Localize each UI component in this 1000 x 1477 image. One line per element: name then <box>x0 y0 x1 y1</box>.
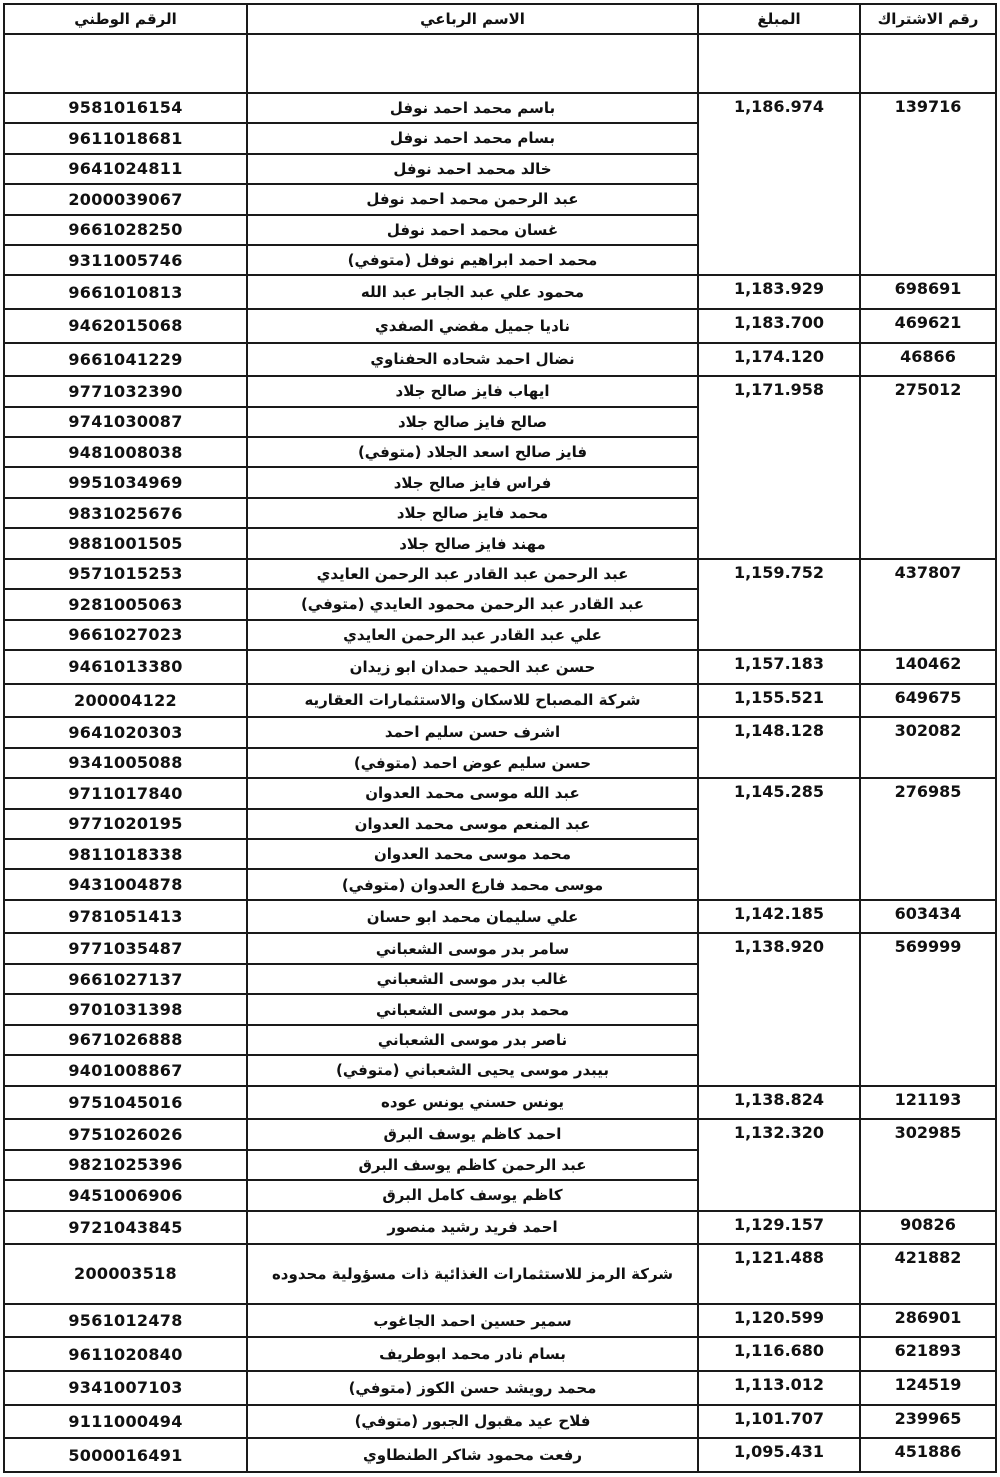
full-name-text: ناديا جميل مفضي الصفدي <box>374 316 571 335</box>
table-row <box>4 933 996 963</box>
national-id-cell: 9831025676 <box>4 498 247 528</box>
full-name-cell <box>247 1405 698 1439</box>
subscriber-table <box>3 3 997 1473</box>
amount-cell: 1,183.700 <box>698 309 860 343</box>
header-full-name: الاسم الرباعي <box>247 4 698 34</box>
national-id-cell: 9781051413 <box>4 900 247 934</box>
full-name-text: ايهاب فايز صالح جلاد <box>395 382 550 401</box>
empty-cell <box>247 34 698 93</box>
full-name-text: رفعت محمود شاكر الطنطاوي <box>363 1446 582 1465</box>
full-name-cell <box>247 1055 698 1085</box>
national-id-cell: 200003518 <box>4 1244 247 1304</box>
full-name-text: حسن عبد الحميد حمدان ابو زيدان <box>349 657 596 676</box>
table-body <box>4 34 996 1472</box>
full-name-cell <box>247 964 698 994</box>
national-id-cell: 9661028250 <box>4 215 247 245</box>
full-name-cell <box>247 1119 698 1149</box>
full-name-cell <box>247 528 698 558</box>
amount-cell: 1,116.680 <box>698 1337 860 1371</box>
full-name-text: سمير حسين احمد الجاغوب <box>373 1311 572 1330</box>
amount-cell: 1,132.320 <box>698 1119 860 1210</box>
table-row <box>4 1405 996 1439</box>
amount-cell: 1,138.824 <box>698 1086 860 1120</box>
national-id-cell: 9611020840 <box>4 1337 247 1371</box>
full-name-cell <box>247 559 698 589</box>
national-id-cell: 9401008867 <box>4 1055 247 1085</box>
national-id-cell: 9311005746 <box>4 245 247 275</box>
full-name-text: احمد فريد رشيد منصور <box>387 1218 558 1237</box>
full-name-text: عبد الرحمن كاظم يوسف البرق <box>358 1155 587 1174</box>
full-name-cell <box>247 376 698 406</box>
full-name-text: غسان محمد احمد نوفل <box>386 220 559 239</box>
empty-row <box>4 34 996 93</box>
table-row <box>4 778 996 808</box>
subscription-number-cell: 121193 <box>860 1086 996 1120</box>
subscriber-table-sheet <box>3 3 995 1473</box>
table-row <box>4 343 996 377</box>
full-name-cell <box>247 275 698 309</box>
full-name-cell <box>247 1371 698 1405</box>
table-row <box>4 559 996 589</box>
amount-cell: 1,095.431 <box>698 1438 860 1472</box>
national-id-cell: 9611018681 <box>4 123 247 153</box>
full-name-text: عبد القادر عبد الرحمن محمود العايدي (متوفي) <box>300 595 645 614</box>
full-name-text: خالد محمد احمد نوفل <box>393 159 552 178</box>
national-id-cell: 9751026026 <box>4 1119 247 1149</box>
table-row <box>4 1337 996 1371</box>
full-name-cell <box>247 684 698 718</box>
amount-cell: 1,174.120 <box>698 343 860 377</box>
empty-cell <box>860 34 996 93</box>
full-name-text: حسن سليم عوض احمد (متوفي) <box>353 753 592 772</box>
subscription-number-cell: 286901 <box>860 1304 996 1338</box>
national-id-cell: 9431004878 <box>4 869 247 899</box>
table-row <box>4 1438 996 1472</box>
subscription-number-cell: 239965 <box>860 1405 996 1439</box>
full-name-cell <box>247 933 698 963</box>
full-name-cell <box>247 245 698 275</box>
subscription-number-cell: 124519 <box>860 1371 996 1405</box>
full-name-text: نضال احمد شحاده الحفناوي <box>370 350 575 369</box>
full-name-text: غالب بدر موسى الشعباني <box>376 970 569 989</box>
full-name-cell <box>247 1086 698 1120</box>
empty-cell <box>4 34 247 93</box>
amount-cell: 1,113.012 <box>698 1371 860 1405</box>
full-name-cell <box>247 650 698 684</box>
full-name-text: محمد احمد ابراهيم نوفل (متوفي) <box>347 251 598 270</box>
table-row <box>4 275 996 309</box>
full-name-cell <box>247 1025 698 1055</box>
full-name-cell <box>247 343 698 377</box>
national-id-cell: 9661041229 <box>4 343 247 377</box>
full-name-cell <box>247 498 698 528</box>
subscription-number-cell: 469621 <box>860 309 996 343</box>
full-name-cell <box>247 589 698 619</box>
subscription-number-cell: 649675 <box>860 684 996 718</box>
national-id-cell: 9461013380 <box>4 650 247 684</box>
full-name-cell <box>247 309 698 343</box>
national-id-cell: 9721043845 <box>4 1211 247 1245</box>
subscription-number-cell: 437807 <box>860 559 996 650</box>
full-name-cell <box>247 93 698 123</box>
full-name-text: بيبدر موسى يحيى الشعباني (متوفي) <box>335 1061 610 1080</box>
full-name-text: عبد الله موسى محمد العدوان <box>365 784 580 803</box>
table-row <box>4 93 996 123</box>
national-id-cell: 9811018338 <box>4 839 247 869</box>
full-name-text: موسى محمد فارع العدوان (متوفي) <box>341 875 604 894</box>
header-amount: المبلغ <box>698 4 860 34</box>
full-name-cell <box>247 215 698 245</box>
subscription-number-cell: 698691 <box>860 275 996 309</box>
table-row <box>4 1244 996 1304</box>
subscription-number-cell: 569999 <box>860 933 996 1085</box>
national-id-cell: 9281005063 <box>4 589 247 619</box>
full-name-cell <box>247 994 698 1024</box>
full-name-text: فلاح عيد مقبول الجبور (متوفي) <box>354 1412 591 1431</box>
full-name-text: عبد المنعم موسى محمد العدوان <box>354 814 591 833</box>
full-name-cell <box>247 123 698 153</box>
full-name-cell <box>247 467 698 497</box>
table-row <box>4 1211 996 1245</box>
national-id-cell: 9451006906 <box>4 1180 247 1210</box>
table-row <box>4 309 996 343</box>
national-id-cell: 9671026888 <box>4 1025 247 1055</box>
national-id-cell: 9741030087 <box>4 407 247 437</box>
full-name-text: باسم محمد احمد نوفل <box>389 98 556 117</box>
full-name-cell <box>247 437 698 467</box>
subscription-number-cell: 302985 <box>860 1119 996 1210</box>
full-name-text: بسام نادر محمد ابوطريف <box>379 1345 566 1364</box>
full-name-cell <box>247 1211 698 1245</box>
subscription-number-cell: 276985 <box>860 778 996 900</box>
table-header-row <box>4 4 996 34</box>
national-id-cell: 9951034969 <box>4 467 247 497</box>
amount-cell: 1,142.185 <box>698 900 860 934</box>
full-name-cell <box>247 620 698 650</box>
full-name-text: صالح فايز صالح جلاد <box>397 412 548 431</box>
full-name-cell <box>247 839 698 869</box>
table-row <box>4 1371 996 1405</box>
national-id-cell: 9641020303 <box>4 717 247 747</box>
full-name-text: اشرف حسن سليم احمد <box>384 723 561 742</box>
full-name-cell <box>247 1337 698 1371</box>
national-id-cell: 9661027137 <box>4 964 247 994</box>
full-name-cell <box>247 748 698 778</box>
subscription-number-cell: 139716 <box>860 93 996 276</box>
full-name-text: محمد موسى محمد العدوان <box>373 845 572 864</box>
amount-cell: 1,157.183 <box>698 650 860 684</box>
national-id-cell: 9711017840 <box>4 778 247 808</box>
national-id-cell: 2000039067 <box>4 184 247 214</box>
full-name-cell <box>247 407 698 437</box>
amount-cell: 1,171.958 <box>698 376 860 559</box>
amount-cell: 1,145.285 <box>698 778 860 900</box>
national-id-cell: 9341007103 <box>4 1371 247 1405</box>
subscription-number-cell: 302082 <box>860 717 996 778</box>
full-name-text: عبد الرحمن محمد احمد نوفل <box>366 190 579 209</box>
full-name-cell <box>247 154 698 184</box>
amount-cell: 1,148.128 <box>698 717 860 778</box>
national-id-cell: 9881001505 <box>4 528 247 558</box>
table-row <box>4 717 996 747</box>
full-name-text: كاظم يوسف كامل البرق <box>382 1186 563 1205</box>
full-name-cell <box>247 809 698 839</box>
full-name-text: محمد رويشد حسن الكوز (متوفي) <box>348 1378 597 1397</box>
amount-cell: 1,121.488 <box>698 1244 860 1304</box>
table-row <box>4 900 996 934</box>
full-name-cell <box>247 869 698 899</box>
full-name-text: فايز صالح اسعد الجلاد (متوفي) <box>357 443 588 462</box>
empty-cell <box>698 34 860 93</box>
national-id-cell: 9771035487 <box>4 933 247 963</box>
national-id-cell: 9661010813 <box>4 275 247 309</box>
national-id-cell: 9771020195 <box>4 809 247 839</box>
subscription-number-cell: 90826 <box>860 1211 996 1245</box>
full-name-cell <box>247 1304 698 1338</box>
full-name-cell <box>247 900 698 934</box>
table-row <box>4 1304 996 1338</box>
national-id-cell: 9751045016 <box>4 1086 247 1120</box>
table-row <box>4 1119 996 1149</box>
full-name-text: ناصر بدر موسى الشعباني <box>377 1030 568 1049</box>
subscription-number-cell: 275012 <box>860 376 996 559</box>
subscription-number-cell: 603434 <box>860 900 996 934</box>
full-name-text: عبد الرحمن عبد القادر عبد الرحمن العايدي <box>316 564 629 583</box>
full-name-cell <box>247 717 698 747</box>
amount-cell: 1,138.920 <box>698 933 860 1085</box>
national-id-cell: 9701031398 <box>4 994 247 1024</box>
national-id-cell: 9481008038 <box>4 437 247 467</box>
full-name-text: علي سليمان محمد ابو حسان <box>366 907 579 926</box>
amount-cell: 1,159.752 <box>698 559 860 650</box>
amount-cell: 1,101.707 <box>698 1405 860 1439</box>
national-id-cell: 9341005088 <box>4 748 247 778</box>
header-national-id: الرقم الوطني <box>4 4 247 34</box>
national-id-cell: 9561012478 <box>4 1304 247 1338</box>
amount-cell: 1,183.929 <box>698 275 860 309</box>
national-id-cell: 9581016154 <box>4 93 247 123</box>
subscription-number-cell: 451886 <box>860 1438 996 1472</box>
full-name-text: شركة المصباح للاسكان والاستثمارات العقاريه <box>304 691 641 710</box>
national-id-cell: 9462015068 <box>4 309 247 343</box>
national-id-cell: 9821025396 <box>4 1150 247 1180</box>
national-id-cell: 9111000494 <box>4 1405 247 1439</box>
full-name-cell <box>247 184 698 214</box>
national-id-cell: 9771032390 <box>4 376 247 406</box>
amount-cell: 1,129.157 <box>698 1211 860 1245</box>
full-name-cell <box>247 1150 698 1180</box>
full-name-text: علي عبد القادر عبد الرحمن العايدي <box>343 625 602 644</box>
full-name-text: احمد كاظم يوسف البرق <box>383 1125 562 1144</box>
full-name-cell <box>247 1438 698 1472</box>
national-id-cell: 9641024811 <box>4 154 247 184</box>
amount-cell: 1,155.521 <box>698 684 860 718</box>
full-name-text: فراس فايز صالح جلاد <box>393 473 552 492</box>
header-subscription-number: رقم الاشتراك <box>860 4 996 34</box>
table-row <box>4 376 996 406</box>
full-name-text: بسام محمد احمد نوفل <box>390 129 555 148</box>
national-id-cell: 5000016491 <box>4 1438 247 1472</box>
full-name-text: محمود علي عبد الجابر عبد الله <box>360 283 585 302</box>
national-id-cell: 9661027023 <box>4 620 247 650</box>
amount-cell: 1,186.974 <box>698 93 860 276</box>
full-name-text: محمد فايز صالح جلاد <box>396 504 549 523</box>
subscription-number-cell: 421882 <box>860 1244 996 1304</box>
national-id-cell: 9571015253 <box>4 559 247 589</box>
full-name-text: يونس حسني يونس عوده <box>381 1093 564 1112</box>
subscription-number-cell: 46866 <box>860 343 996 377</box>
subscription-number-cell: 621893 <box>860 1337 996 1371</box>
table-row <box>4 650 996 684</box>
table-row <box>4 1086 996 1120</box>
full-name-cell <box>247 1244 698 1304</box>
amount-cell: 1,120.599 <box>698 1304 860 1338</box>
full-name-text: شركة الرمز للاستثمارات الغذائية ذات مسؤولية محدوده <box>271 1264 674 1283</box>
national-id-cell: 200004122 <box>4 684 247 718</box>
full-name-cell <box>247 778 698 808</box>
full-name-cell <box>247 1180 698 1210</box>
table-row <box>4 684 996 718</box>
subscription-number-cell: 140462 <box>860 650 996 684</box>
full-name-text: مهند فايز صالح جلاد <box>399 534 546 553</box>
full-name-text: محمد بدر موسى الشعباني <box>375 1000 570 1019</box>
full-name-text: سامر بدر موسى الشعباني <box>375 939 570 958</box>
